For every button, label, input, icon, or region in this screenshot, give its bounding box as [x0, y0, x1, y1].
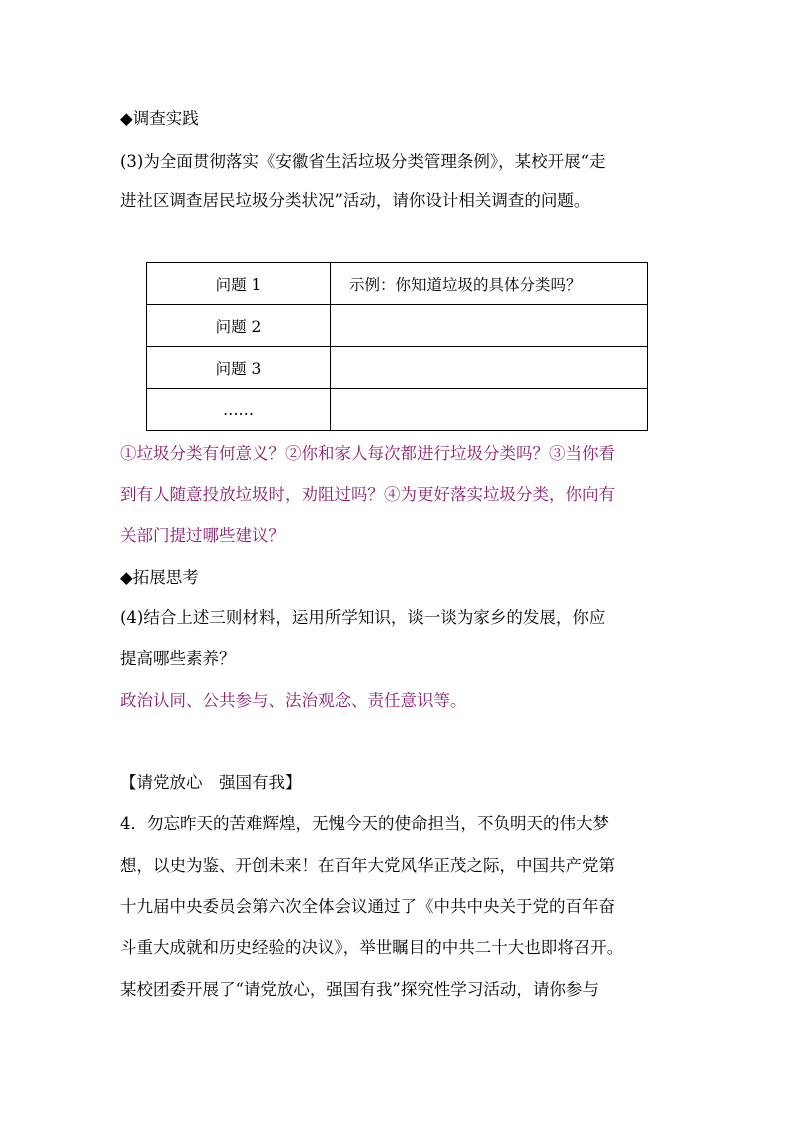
party-line-1: 4．勿忘昨天的苦难辉煌，无愧今天的使命担当，不负明天的伟大梦	[120, 814, 609, 833]
party-line-2: 想，以史为鉴、开创未来！在百年大党风华正茂之际，中国共产党第	[120, 856, 615, 875]
table-row	[147, 305, 648, 347]
question-4-line-1: (4)结合上述三则材料，运用所学知识，谈一谈为家乡的发展，你应	[120, 608, 606, 627]
party-line-3: 十九届中央委员会第六次全体会议通过了《中共中央关于党的百年奋	[120, 897, 615, 916]
question-3-line-1: (3)为全面贯彻落实《安徽省生活垃圾分类管理条例》，某校开展“走	[120, 152, 606, 171]
question-3-line-2: 进社区调查居民垃圾分类状况”活动，请你设计相关调查的问题。	[120, 191, 591, 210]
extend-heading: ◆拓展思考	[120, 568, 199, 587]
answer-3-line-2: 到有人随意投放垃圾时，劝阻过吗？④为更好落实垃圾分类，你向有	[120, 485, 615, 504]
table-row	[147, 389, 648, 431]
party-line-5: 某校团委开展了“请党放心，强国有我”探究性学习活动，请你参与	[120, 980, 599, 999]
table-cell-content	[331, 347, 648, 389]
table-row	[147, 263, 648, 305]
table-cell-label: ……	[147, 389, 331, 431]
question-4-line-2: 提高哪些素养？	[120, 649, 236, 668]
answer-4-line-1: 政治认同、公共参与、法治观念、责任意识等。	[120, 691, 467, 710]
party-heading: 【请党放心 强国有我】	[120, 773, 302, 792]
table-row	[147, 347, 648, 389]
table-cell-label: 问题 2	[147, 305, 331, 347]
party-line-4: 斗重大成就和历史经验的决议》，举世瞩目的中共二十大也即将召开。	[120, 938, 624, 957]
table-cell-content	[331, 389, 648, 431]
table-cell-label: 问题 1	[147, 263, 331, 305]
survey-table	[146, 262, 648, 431]
table-cell-content	[331, 305, 648, 347]
table-cell-label: 问题 3	[147, 347, 331, 389]
answer-3-line-1: ①垃圾分类有何意义？②你和家人每次都进行垃圾分类吗？③当你看	[120, 444, 615, 463]
survey-heading: ◆调查实践	[120, 109, 199, 128]
table-cell-content: 示例：你知道垃圾的具体分类吗？	[331, 263, 648, 305]
answer-3-line-3: 关部门提过哪些建议？	[120, 526, 285, 545]
